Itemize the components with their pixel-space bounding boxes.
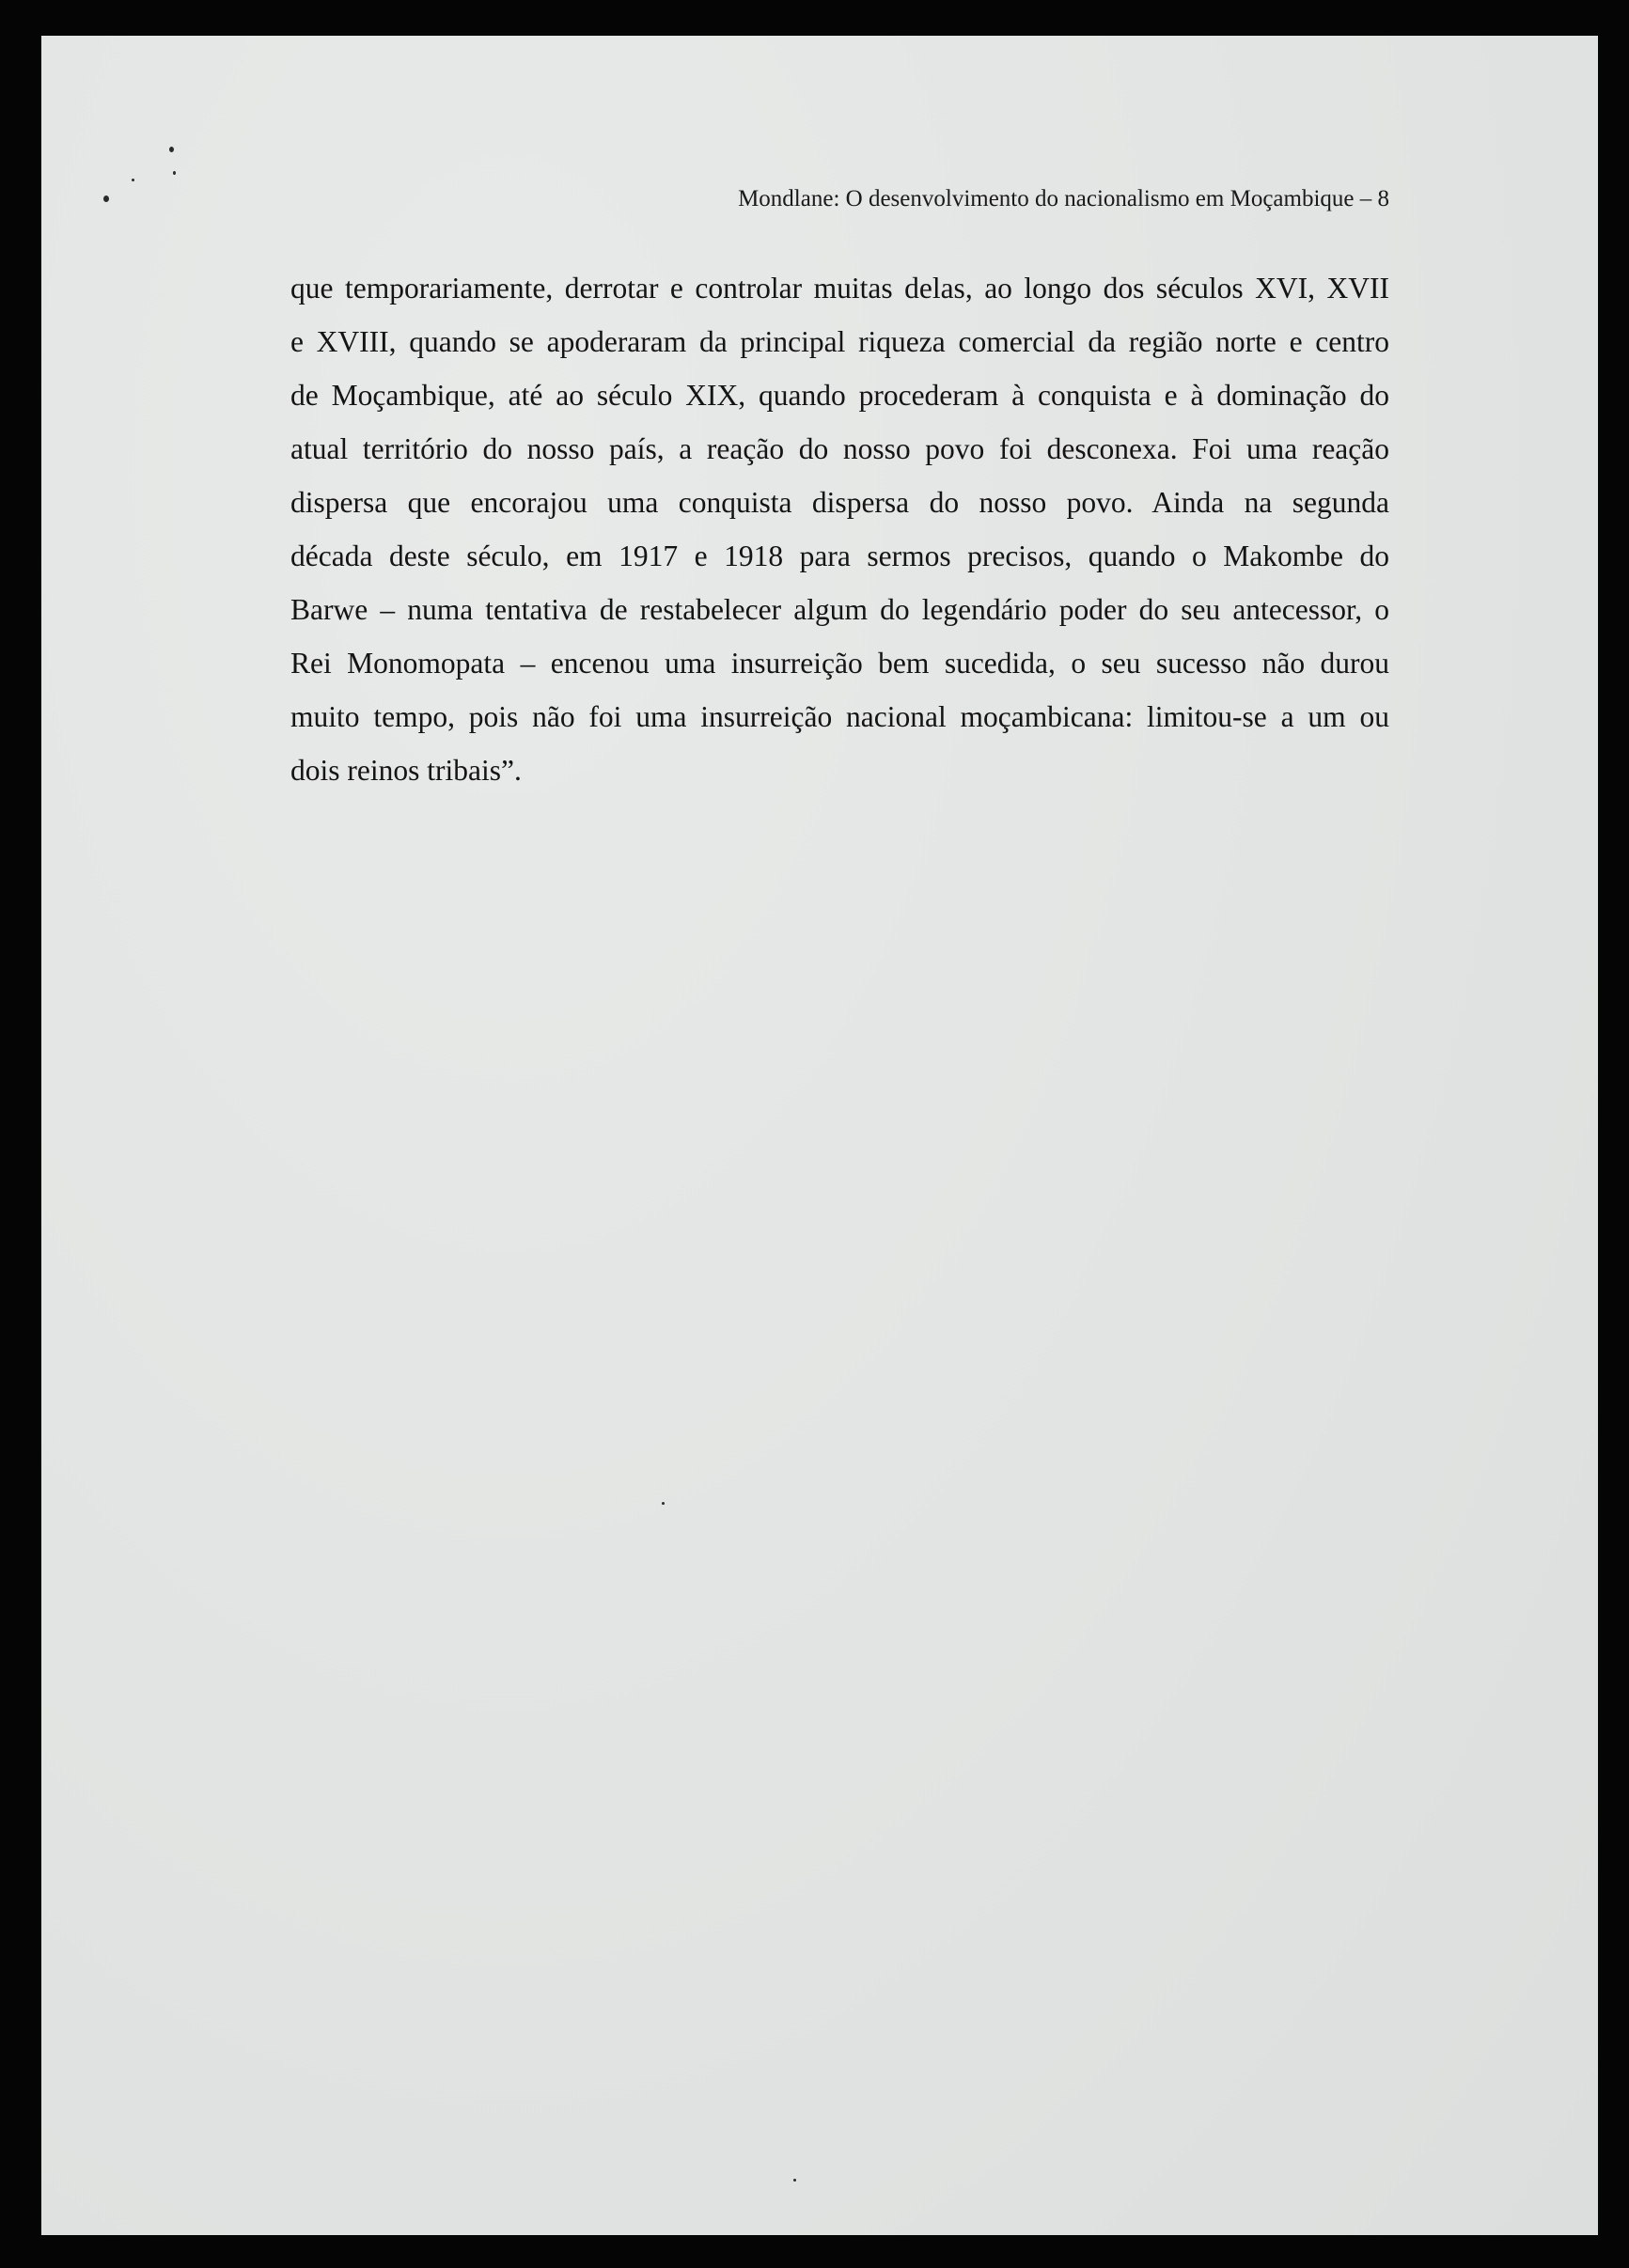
paper-speck [173,171,176,175]
text-line: muito tempo, pois não foi uma insurreição nacional moçambicana: limitou-se a um ou [290,700,1389,733]
paper-speck [132,179,134,181]
text-line: Barwe – numa tentativa de restabelecer algum do legendário poder do seu antecessor, o [290,593,1389,626]
paper-speck [793,2179,796,2182]
body-paragraph [290,261,1389,797]
text-line: Rei Monomopata – encenou uma insurreição bem sucedida, o seu sucesso não durou [290,647,1389,680]
text-line: dispersa que encorajou uma conquista dispersa do nosso povo. Ainda na segunda [290,486,1389,519]
paper-speck [169,147,174,152]
text-line: e XVIII, quando se apoderaram da principal riqueza comercial da região norte e centro [290,325,1389,358]
paper-speck [103,196,109,202]
document-page [41,36,1598,2235]
running-header: Mondlane: O desenvolvimento do nacionalismo em Moçambique – 8 [738,186,1389,211]
text-line: dois reinos tribais”. [290,754,522,787]
paper-speck [662,1502,665,1505]
text-line: que temporariamente, derrotar e controlar muitas delas, ao longo dos séculos XVI, XVII [290,272,1389,305]
text-line: atual território do nosso país, a reação do nosso povo foi desconexa. Foi uma reação [290,432,1389,465]
text-line: década deste século, em 1917 e 1918 para sermos precisos, quando o Makombe do [290,540,1389,572]
text-line: de Moçambique, até ao século XIX, quando procederam à conquista e à dominação do [290,379,1389,412]
